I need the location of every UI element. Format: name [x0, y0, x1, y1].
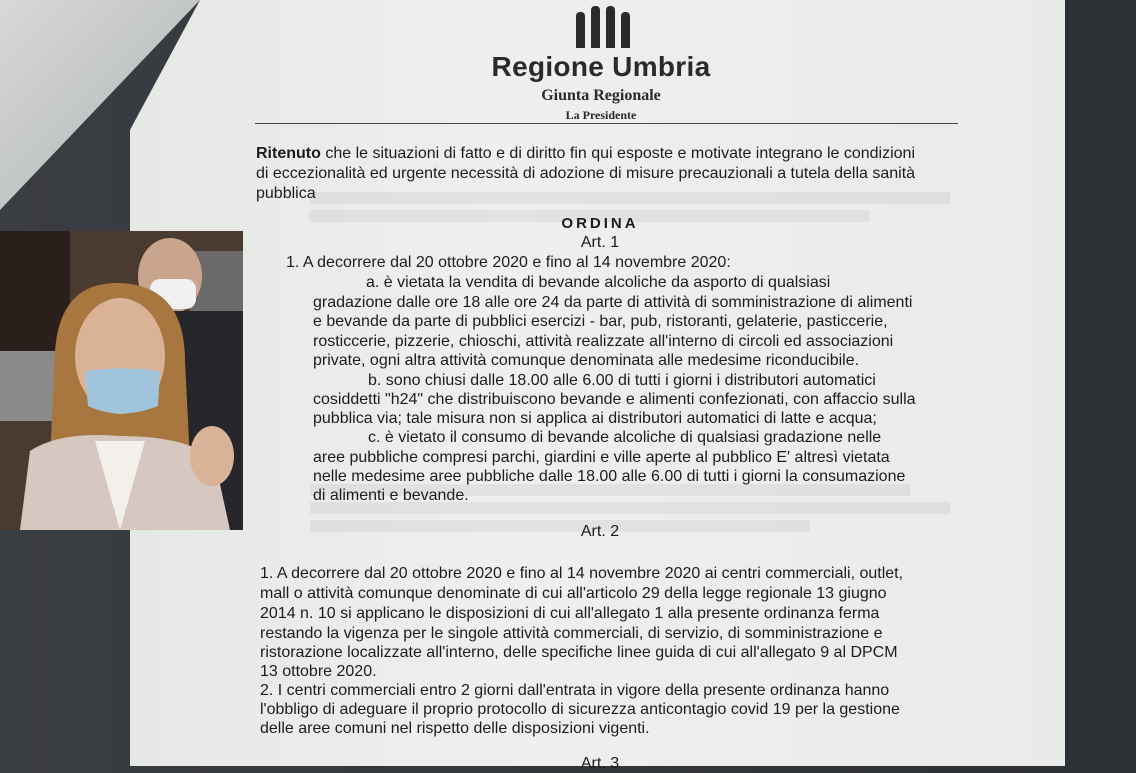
header-divider [255, 123, 958, 124]
art2-p1-line: ristorazione localizzate all'interno, delle specifiche linee guida di cui all'allegato 9 al DPCM [260, 644, 898, 661]
art1-b-line: pubblica via; tale misura non si applica ai distributori automatici di latte e acqua; [313, 410, 877, 427]
art3-title: Art. 3 [580, 755, 620, 772]
art1-c-line: aree pubbliche compresi parchi, giardini e ville aperte al pubblico E' altresì vietata [313, 449, 890, 466]
art2-p1-line: mall o attività comunque denominate di cui all'articolo 29 della legge regionale 13 giugno [260, 585, 887, 602]
person-photo-illustration [0, 231, 243, 530]
art1-c-line: c. è vietato il consumo di bevande alcoliche di qualsiasi gradazione nelle [368, 429, 882, 446]
art1-a-line: a. è vietata la vendita di bevande alcoliche da asporto di qualsiasi [366, 274, 831, 291]
art1-b-line: cosiddetti "h24" che distribuiscono bevande e alimenti confezionati, con affaccio sulla [313, 391, 916, 408]
art2-title: Art. 2 [580, 523, 620, 540]
intro-line-2: di eccezionalità ed urgente necessità di adozione di misure precauzionali a tutela della sanità [256, 165, 916, 182]
intro-line-3: pubblica [256, 185, 316, 202]
header-region: Regione Umbria [491, 51, 711, 82]
inset-photo [0, 231, 243, 530]
art2-p1-line: 2014 n. 10 si applicano le disposizioni di cui all'allegato 1 alla presente ordinanza ferma [260, 605, 880, 622]
art2-p1-line: 13 ottobre 2020. [260, 663, 377, 680]
art1-a-line: rosticcerie, pizzerie, chioschi, attività realizzate all'interno di circoli ed associazioni [313, 333, 894, 350]
art2-p2-line: delle aree comuni nel rispetto delle disposizioni vigenti. [260, 720, 650, 737]
art1-c-line: nelle medesime aree pubbliche dalle 18.00 alle 6.00 di tutti i giorni la consumazione [313, 468, 906, 485]
intro-lead: Ritenuto [256, 145, 321, 162]
header-council: Giunta Regionale [541, 87, 661, 104]
art1-a-line: e bevande da parte di pubblici esercizi - bar, pub, ristoranti, gelaterie, pasticcerie, [313, 313, 888, 330]
regione-umbria-logo [576, 2, 630, 48]
intro-text: che le situazioni di fatto e di diritto fin qui esposte e motivate integrano le condizioni [320, 145, 915, 162]
art2-p1-line: 1. A decorrere dal 20 ottobre 2020 e fino al 14 novembre 2020 ai centri commerciali, outlet, [260, 565, 904, 582]
art2-p2-line: 2. I centri commerciali entro 2 giorni dall'entrata in vigore della presente ordinanza hanno [260, 682, 890, 699]
art1-a-line: private, ogni altra attività comunque denominata alle medesime riconducibile. [313, 352, 860, 369]
ordina-heading: ORDINA [561, 215, 639, 232]
art2-p2-line: l'obbligo di adeguare il proprio protocollo di sicurezza anticontagio covid 19 per la gestione [260, 701, 900, 718]
art1-b-line: b. sono chiusi dalle 18.00 alle 6.00 di tutti i giorni i distributori automatici [368, 372, 876, 389]
art1-c-line: di alimenti e bevande. [313, 487, 469, 504]
show-through [310, 192, 950, 204]
art1-point: 1. A decorrere dal 20 ottobre 2020 e fino al 14 novembre 2020: [286, 254, 731, 271]
art1-a-line: gradazione dalle ore 18 alle ore 24 da parte di attività di somministrazione di alimenti [313, 294, 913, 311]
intro-line-1 [256, 144, 915, 163]
art1-title: Art. 1 [580, 234, 620, 251]
art2-p1-line: restando la vigenza per le singole attività commerciali, di servizio, di somministrazione e [260, 625, 883, 642]
header-office: La Presidente [565, 108, 637, 122]
